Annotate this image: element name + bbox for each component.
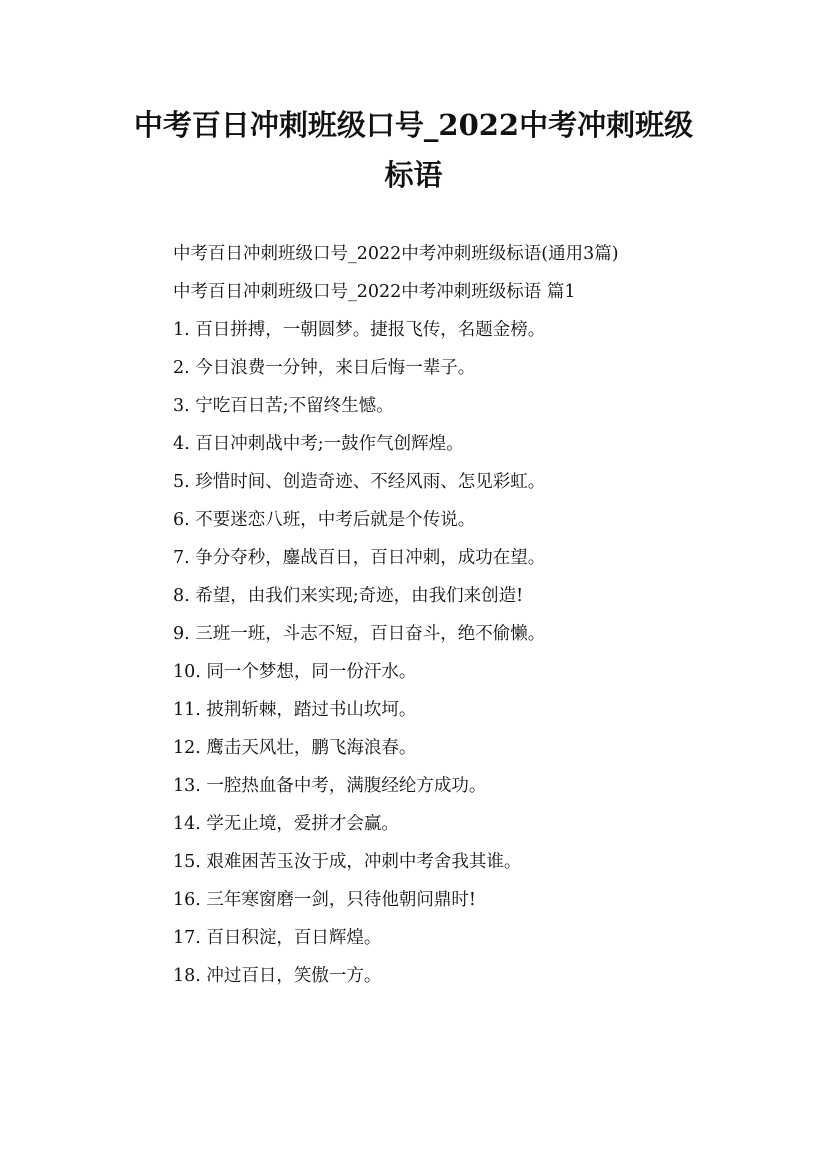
page-title	[100, 100, 727, 200]
title-line-1: 中考百日冲刺班级口号_2022中考冲刺班级	[133, 108, 694, 142]
list-item: 18. 冲过百日，笑傲一方。	[173, 966, 382, 986]
list-item: 7. 争分夺秒，鏖战百日，百日冲刺，成功在望。	[173, 548, 546, 568]
list-item: 6. 不要迷恋八班，中考后就是个传说。	[173, 510, 476, 530]
intro-paragraph: 中考百日冲刺班级口号_2022中考冲刺班级标语(通用3篇)	[173, 244, 619, 264]
list-item: 17. 百日积淀，百日辉煌。	[173, 928, 382, 948]
list-item: 9. 三班一班，斗志不短，百日奋斗，绝不偷懒。	[173, 624, 546, 644]
slogan-list	[128, 311, 708, 995]
list-item: 14. 学无止境，爱拼才会赢。	[173, 814, 399, 834]
list-item: 8. 希望，由我们来实现;奇迹，由我们来创造!	[173, 586, 524, 606]
section-heading: 中考百日冲刺班级口号_2022中考冲刺班级标语 篇1	[173, 282, 576, 302]
list-item: 1. 百日拼搏，一朝圆梦。捷报飞传，名题金榜。	[173, 320, 546, 340]
list-item: 2. 今日浪费一分钟，来日后悔一辈子。	[173, 358, 476, 378]
list-item: 4. 百日冲刺战中考;一鼓作气创辉煌。	[173, 434, 464, 454]
list-item: 11. 披荆斩棘，踏过书山坎坷。	[173, 700, 417, 720]
list-item: 12. 鹰击天风壮，鹏飞海浪春。	[173, 738, 417, 758]
list-item: 16. 三年寒窗磨一剑，只待他朝问鼎时!	[173, 890, 476, 910]
list-item: 5. 珍惜时间、创造奇迹、不经风雨、怎见彩虹。	[173, 472, 546, 492]
list-item: 3. 宁吃百日苦;不留终生憾。	[173, 396, 394, 416]
document-body	[128, 235, 708, 995]
list-item: 10. 同一个梦想，同一份汗水。	[173, 662, 417, 682]
title-line-2: 标语	[384, 158, 443, 192]
list-item: 13. 一腔热血备中考，满腹经纶方成功。	[173, 776, 487, 796]
list-item: 15. 艰难困苦玉汝于成，冲刺中考舍我其谁。	[173, 852, 522, 872]
